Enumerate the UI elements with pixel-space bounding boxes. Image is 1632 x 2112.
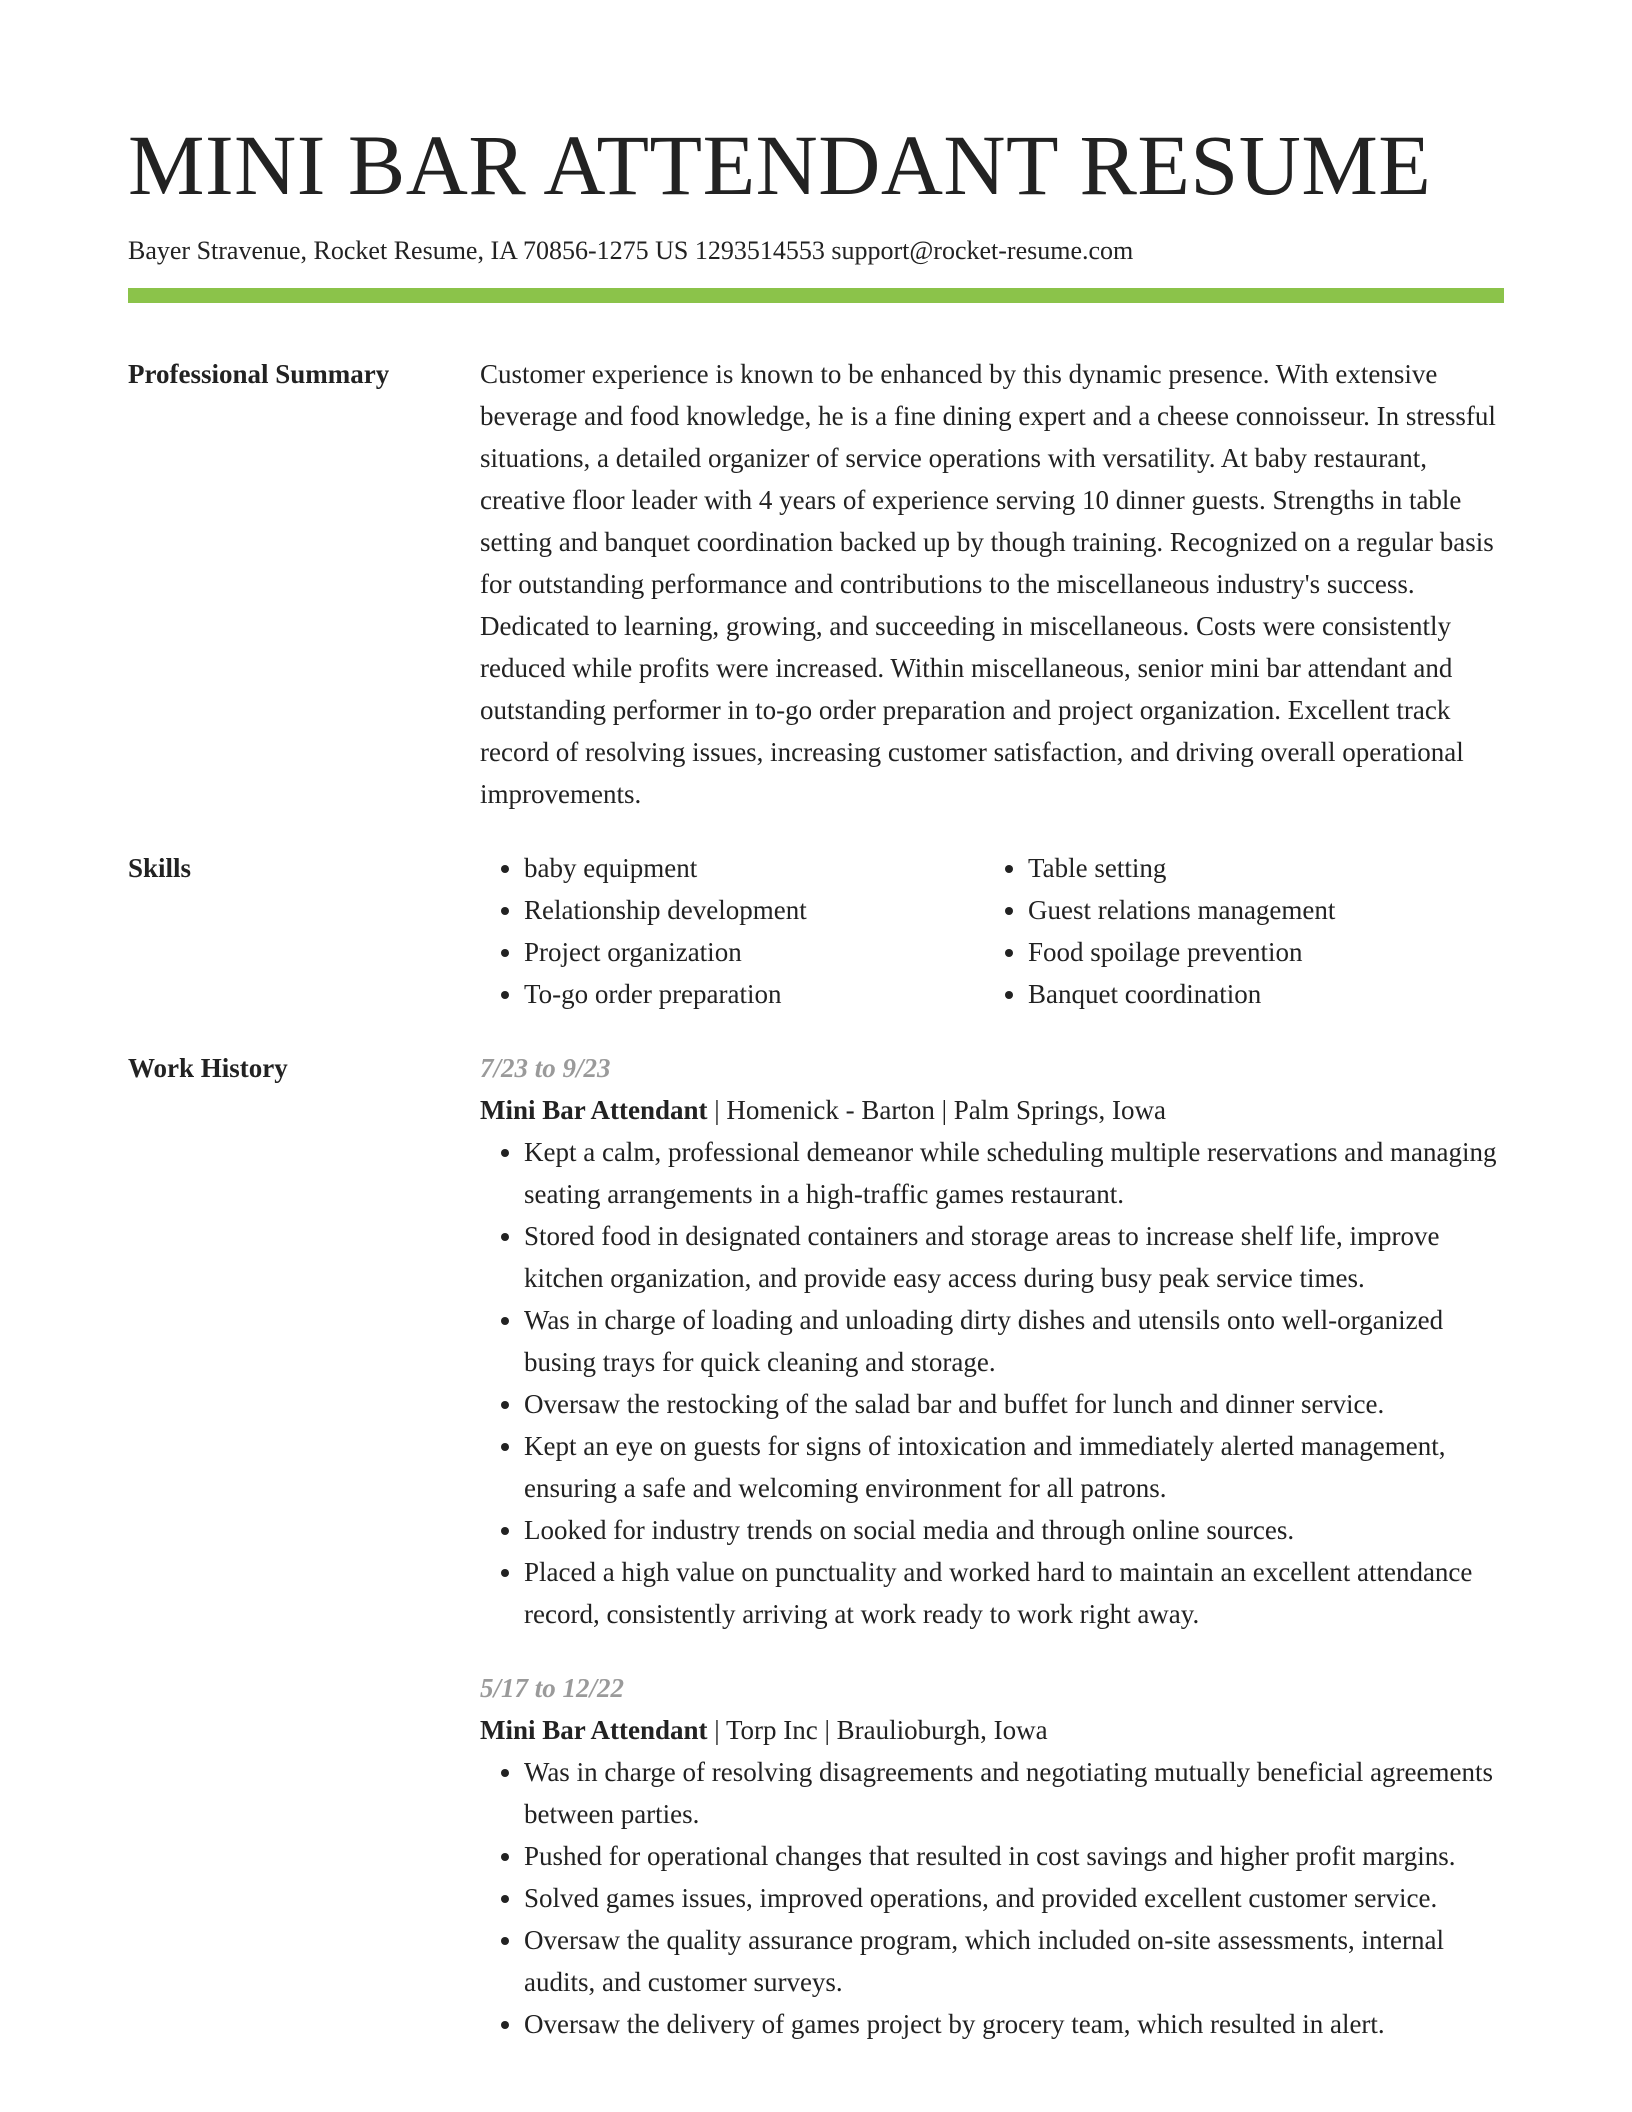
resume-page — [128, 117, 1504, 2045]
job-bullet: • Oversaw the delivery of games project by grocery team, which resulted in alert. — [524, 2003, 1504, 2045]
skill-item: • baby equipment — [524, 847, 984, 889]
skill-item: • To-go order preparation — [524, 973, 984, 1015]
skill-item: • Guest relations management — [1028, 889, 1504, 931]
header-accent-bar — [128, 288, 1504, 303]
skills-grid — [480, 847, 1504, 1015]
job-bullet: • Placed a high value on punctuality and worked hard to maintain an excellent attendance record, consistently arriving at work ready to work right away. — [524, 1551, 1504, 1635]
job-bullet: • Oversaw the restocking of the salad bar and buffet for lunch and dinner service. — [524, 1383, 1504, 1425]
section-heading-summary: Professional Summary — [128, 359, 390, 390]
job-bullets — [480, 1131, 1504, 1635]
skill-item: • Food spoilage prevention — [1028, 931, 1504, 973]
job-bullet: • Pushed for operational changes that resulted in cost savings and higher profit margins. — [524, 1835, 1504, 1877]
job-bullet: • Stored food in designated containers and storage areas to increase shelf life, improve kitchen organization, and provide easy access during busy peak service times. — [524, 1215, 1504, 1299]
professional-summary-section — [128, 353, 1504, 815]
job-bullets — [480, 1751, 1504, 2045]
job-entry — [480, 1667, 1504, 2045]
job-dates: 7/23 to 9/23 — [480, 1053, 611, 1084]
job-employer-location: | Torp Inc | Braulioburgh, Iowa — [707, 1715, 1048, 1746]
job-entry — [480, 1047, 1504, 1635]
job-bullet: • Looked for industry trends on social media and through online sources. — [524, 1509, 1504, 1551]
job-heading — [480, 1089, 1504, 1131]
section-heading-work-history: Work History — [128, 1053, 288, 1084]
work-history-body — [480, 1047, 1504, 2045]
job-bullet: • Solved games issues, improved operations, and provided excellent customer service. — [524, 1877, 1504, 1919]
contact-info: Bayer Stravenue, Rocket Resume, IA 70856-1275 US 1293514553 support@rocket-resume.com — [128, 236, 1134, 266]
job-bullet: • Was in charge of resolving disagreements and negotiating mutually beneficial agreements between parties. — [524, 1751, 1504, 1835]
skill-item: • Banquet coordination — [1028, 973, 1504, 1015]
summary-text: Customer experience is known to be enhanced by this dynamic presence. With extensive beverage and food knowledge, he is a fine dining expert and a cheese connoisseur. In stressful situations, a detailed organizer of service operations with versatility. At baby restaurant, creative floor leader with 4 years of experience serving 10 dinner guests. Strengths in table setting and banquet coordination backed up by though training. Recognized on a regular basis for outstanding performance and contributions to the miscellaneous industry's success. Dedicated to learning, growing, and succeeding in miscellaneous. Costs were consistently reduced while profits were increased. Within miscellaneous, senior mini bar attendant and outstanding performer in to-go order preparation and project organization. Excellent track record of resolving issues, increasing customer satisfaction, and driving overall operational improvements. — [480, 359, 1496, 810]
section-heading-skills: Skills — [128, 853, 192, 884]
job-bullet: • Oversaw the quality assurance program, which included on-site assessments, internal audits, and customer surveys. — [524, 1919, 1504, 2003]
skill-item: • Project organization — [524, 931, 984, 973]
job-title: Mini Bar Attendant — [480, 1095, 708, 1126]
job-bullet: • Kept an eye on guests for signs of intoxication and immediately alerted management, ensuring a safe and welcoming environment for all patrons. — [524, 1425, 1504, 1509]
skills-list-left — [480, 847, 984, 1015]
job-dates: 5/17 to 12/22 — [480, 1673, 625, 1704]
skills-section — [128, 847, 1504, 1015]
job-bullet: • Kept a calm, professional demeanor while scheduling multiple reservations and managing seating arrangements in a high-traffic games restaurant. — [524, 1131, 1504, 1215]
job-employer-location: | Homenick - Barton | Palm Springs, Iowa — [707, 1095, 1167, 1126]
job-heading — [480, 1709, 1504, 1751]
skills-list-right — [984, 847, 1504, 1015]
skill-item: • Relationship development — [524, 889, 984, 931]
job-bullet: • Was in charge of loading and unloading dirty dishes and utensils onto well-organized busing trays for quick cleaning and storage. — [524, 1299, 1504, 1383]
work-history-section — [128, 1047, 1504, 2045]
resume-title: MINI BAR ATTENDANT RESUME — [128, 117, 1432, 213]
job-title: Mini Bar Attendant — [480, 1715, 708, 1746]
skill-item: • Table setting — [1028, 847, 1504, 889]
